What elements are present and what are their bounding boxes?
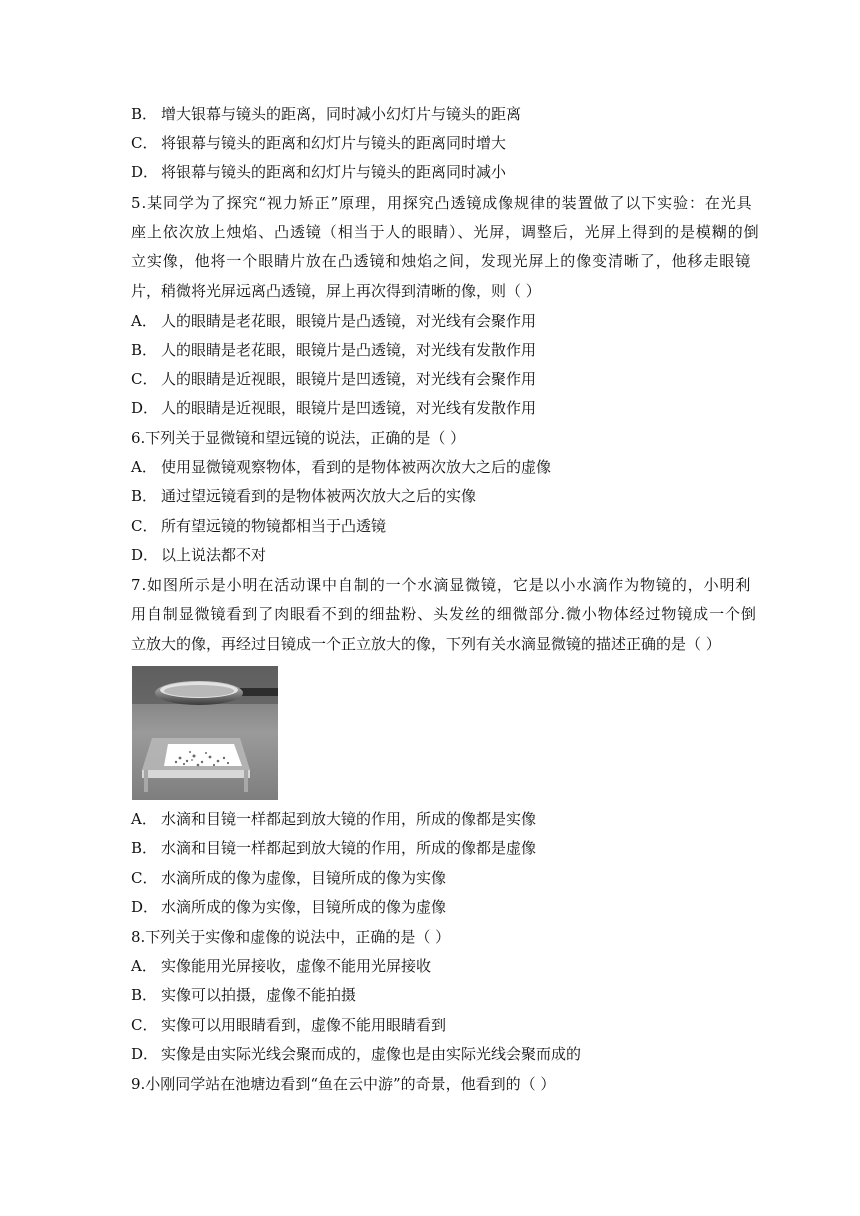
q7-option-d: D． 水滴所成的像为实像，目镜所成的像为虚像 bbox=[131, 898, 447, 916]
q6-option-d: D． 以上说法都不对 bbox=[131, 546, 267, 564]
q7-option-a: A． 水滴和目镜一样都起到放大镜的作用，所成的像都是实像 bbox=[131, 810, 537, 828]
q7-option-b: B． 水滴和目镜一样都起到放大镜的作用，所成的像都是虚像 bbox=[131, 839, 537, 857]
q7-stem-line-2: 用自制显微镜看到了肉眼看不到的细盐粉、头发丝的细微部分.微小物体经过物镜成一个倒 bbox=[131, 605, 757, 623]
q7-stem-line-1: 7.如图所示是小明在活动课中自制的一个水滴显微镜，它是以小水滴作为物镜的，小明利 bbox=[131, 576, 752, 594]
q8-option-c: C． 实像可以用眼睛看到，虚像不能用眼睛看到 bbox=[131, 1016, 447, 1034]
q8-stem: 8.下列关于实像和虚像的说法中，正确的是（ ） bbox=[131, 928, 451, 946]
q4-option-b: B． 增大银幕与镜头的距离，同时减小幻灯片与镜头的距离 bbox=[131, 105, 522, 123]
q5-stem-line-4: 片，稍微将光屏远离凸透镜，屏上再次得到清晰的像，则（ ） bbox=[131, 282, 541, 300]
q6-stem: 6.下列关于显微镜和望远镜的说法，正确的是（ ） bbox=[131, 429, 466, 447]
q6-option-c: C． 所有望远镜的物镜都相当于凸透镜 bbox=[131, 517, 387, 535]
q5-stem-line-3: 立实像，他将一个眼睛片放在凸透镜和烛焰之间，发现光屏上的像变清晰了，他移走眼镜 bbox=[131, 252, 752, 270]
q8-option-d: D． 实像是由实际光线会聚而成的，虚像也是由实际光线会聚而成的 bbox=[131, 1045, 582, 1063]
q9-stem: 9.小刚同学站在池塘边看到“鱼在云中游”的奇景，他看到的（ ） bbox=[131, 1075, 556, 1093]
q8-option-a: A． 实像能用光屏接收，虚像不能用光屏接收 bbox=[131, 957, 432, 975]
q7-option-c: C． 水滴所成的像为虚像，目镜所成的像为实像 bbox=[131, 869, 447, 887]
q5-option-c: C． 人的眼睛是近视眼，眼镜片是凹透镜，对光线有会聚作用 bbox=[131, 370, 537, 388]
water-drop-microscope-figure bbox=[132, 666, 278, 800]
q5-option-d: D． 人的眼睛是近视眼，眼镜片是凹透镜，对光线有发散作用 bbox=[131, 399, 537, 417]
q6-option-a: A． 使用显微镜观察物体，看到的是物体被两次放大之后的虚像 bbox=[131, 458, 552, 476]
microscope-photo-illustration bbox=[132, 666, 278, 800]
q5-option-b: B． 人的眼睛是老花眼，眼镜片是凸透镜，对光线有发散作用 bbox=[131, 341, 537, 359]
q4-option-d: D． 将银幕与镜头的距离和幻灯片与镜头的距离同时减小 bbox=[131, 163, 507, 181]
q4-option-c: C． 将银幕与镜头的距离和幻灯片与镜头的距离同时增大 bbox=[131, 134, 507, 152]
q8-option-b: B． 实像可以拍摄，虚像不能拍摄 bbox=[131, 986, 357, 1004]
q6-option-b: B． 通过望远镜看到的是物体被两次放大之后的实像 bbox=[131, 487, 477, 505]
q5-stem-line-2: 座上依次放上烛焰、凸透镜（相当于人的眼睛）、光屏，调整后，光屏上得到的是模糊的倒 bbox=[131, 223, 760, 241]
q7-stem-line-3: 立放大的像，再经过目镜成一个正立放大的像，下列有关水滴显微镜的描述正确的是（ ） bbox=[131, 635, 721, 653]
q5-option-a: A． 人的眼睛是老花眼，眼镜片是凸透镜，对光线有会聚作用 bbox=[131, 312, 537, 330]
q5-stem-line-1: 5.某同学为了探究“视力矫正”原理，用探究凸透镜成像规律的装置做了以下实验：在光具 bbox=[131, 194, 753, 212]
